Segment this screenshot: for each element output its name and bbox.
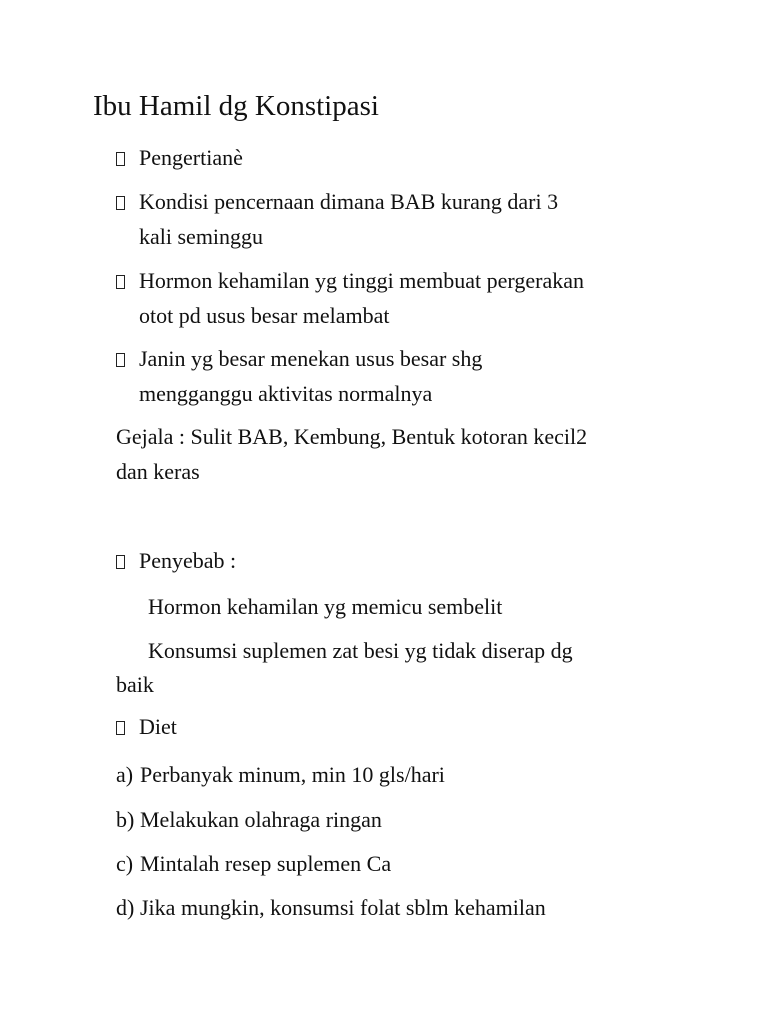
cause-item-2-line-1: Konsumsi suplemen zat besi yg tidak diserap dg — [148, 638, 573, 663]
hormone-line-1: Hormon kehamilan yg tinggi membuat pergerakan — [139, 268, 584, 293]
diet-item-text: Jika mungkin, konsumsi folat sblm kehamilan — [140, 895, 546, 920]
bullet-icon — [116, 196, 125, 210]
bullet-icon — [116, 555, 125, 569]
diet-heading: Diet — [139, 714, 177, 739]
cause-item-2-line-2: baik — [116, 672, 154, 697]
fetus-line-2: mengganggu aktivitas normalnya — [139, 381, 433, 406]
diet-item-a — [116, 757, 445, 792]
causes-heading: Penyebab : — [139, 548, 237, 573]
fetus-line-1: Janin yg besar menekan usus besar shg — [139, 346, 483, 371]
bullet-icon — [116, 721, 125, 735]
pengertian-heading: Pengertianè — [139, 145, 243, 170]
diet-item-text: Melakukan olahraga ringan — [140, 807, 382, 832]
bullet-icon — [116, 152, 125, 166]
bullet-icon — [116, 353, 125, 367]
diet-item-marker: b) — [116, 807, 135, 832]
diet-item-text: Mintalah resep suplemen Ca — [140, 851, 392, 876]
page-title: Ibu Hamil dg Konstipasi — [93, 90, 379, 122]
hormone-line-2: otot pd usus besar melambat — [139, 303, 390, 328]
definition-line-1: Kondisi pencernaan dimana BAB kurang dari 3 — [139, 189, 559, 214]
symptoms-line-2: dan keras — [116, 459, 200, 484]
diet-item-b — [116, 802, 382, 837]
diet-item-marker: a) — [116, 762, 134, 787]
diet-item-c — [116, 846, 391, 881]
diet-item-text: Perbanyak minum, min 10 gls/hari — [140, 762, 445, 787]
diet-item-d — [116, 890, 546, 925]
definition-line-2: kali seminggu — [139, 224, 264, 249]
diet-item-marker: c) — [116, 851, 134, 876]
diet-item-marker: d) — [116, 895, 135, 920]
bullet-icon — [116, 275, 125, 289]
cause-item-1: Hormon kehamilan yg memicu sembelit — [148, 594, 503, 619]
symptoms-line-1: Gejala : Sulit BAB, Kembung, Bentuk kotoran kecil2 — [116, 424, 588, 449]
